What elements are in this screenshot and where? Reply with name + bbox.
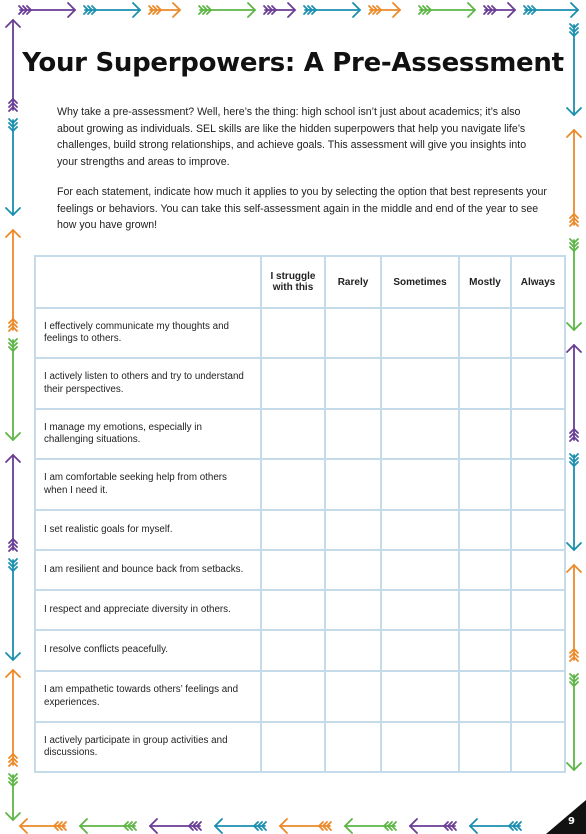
response-cell[interactable] — [325, 722, 381, 772]
arrow-icon — [280, 819, 331, 833]
arrow-icon — [470, 819, 521, 833]
arrow-icon — [567, 239, 581, 330]
response-cell[interactable] — [325, 590, 381, 630]
intro-paragraph-2: For each statement, indicate how much it applies to you by selecting the option that best represents your feelings or behaviors. You can take this self-assessment again in the middle and end of the year to see how you have grown! — [57, 186, 547, 231]
table-row — [35, 630, 565, 671]
response-cell[interactable] — [459, 308, 511, 358]
response-cell[interactable] — [325, 550, 381, 590]
page-number: 9 — [568, 816, 575, 827]
header-mostly: Mostly — [459, 256, 511, 308]
response-cell[interactable] — [381, 308, 459, 358]
header-struggle: I struggle with this — [261, 256, 325, 308]
response-cell[interactable] — [381, 630, 459, 671]
arrow-icon — [6, 670, 20, 766]
table-row — [35, 722, 565, 772]
response-cell[interactable] — [325, 510, 381, 550]
table-row — [35, 358, 565, 409]
arrow-icon — [6, 774, 20, 820]
response-cell[interactable] — [325, 308, 381, 358]
arrow-icon — [20, 819, 66, 833]
intro-paragraph-1: Why take a pre-assessment? Well, here’s the thing: high school isn’t just about academics; it’s also about growing as individuals. SEL skills are like the hidden superpowers that help you navigate life’s challenges, build strong relationships, and achieve goals. This assessment will give you insights into your strengths and areas to improve. — [57, 106, 527, 168]
header-sometimes: Sometimes — [381, 256, 459, 308]
response-cell[interactable] — [459, 510, 511, 550]
statement-cell: I manage my emotions, especially in challenging situations. — [35, 409, 261, 459]
response-cell[interactable] — [261, 358, 325, 409]
response-cell[interactable] — [381, 550, 459, 590]
response-cell[interactable] — [261, 590, 325, 630]
response-cell[interactable] — [511, 671, 565, 722]
response-cell[interactable] — [325, 409, 381, 459]
arrow-icon — [264, 3, 295, 17]
arrow-icon — [19, 3, 75, 17]
response-cell[interactable] — [511, 722, 565, 772]
response-cell[interactable] — [325, 630, 381, 671]
table-row — [35, 590, 565, 630]
arrow-icon — [345, 819, 396, 833]
page-title: Your Superpowers: A Pre-Assessment — [22, 48, 564, 78]
statement-cell: I am resilient and bounce back from setbacks. — [35, 550, 261, 590]
response-cell[interactable] — [261, 409, 325, 459]
arrow-icon — [369, 3, 400, 17]
response-cell[interactable] — [381, 590, 459, 630]
table-header-row — [35, 256, 565, 308]
page-corner-icon — [546, 800, 586, 834]
response-cell[interactable] — [511, 510, 565, 550]
response-cell[interactable] — [459, 358, 511, 409]
arrow-icon — [304, 3, 360, 17]
statement-cell: I actively participate in group activities and discussions. — [35, 722, 261, 772]
response-cell[interactable] — [511, 459, 565, 510]
response-cell[interactable] — [381, 722, 459, 772]
response-cell[interactable] — [381, 409, 459, 459]
statement-cell: I am comfortable seeking help from others when I need it. — [35, 459, 261, 510]
arrow-icon — [567, 130, 581, 226]
statement-cell: I effectively communicate my thoughts and feelings to others. — [35, 308, 261, 358]
response-cell[interactable] — [459, 409, 511, 459]
response-cell[interactable] — [325, 459, 381, 510]
arrow-icon — [6, 559, 20, 660]
response-cell[interactable] — [511, 358, 565, 409]
table-row — [35, 459, 565, 510]
arrow-icon — [567, 345, 581, 441]
arrow-icon — [149, 3, 180, 17]
arrow-icon — [6, 455, 20, 551]
table-row — [35, 510, 565, 550]
arrow-icon — [567, 674, 581, 770]
response-cell[interactable] — [261, 308, 325, 358]
arrow-icon — [84, 3, 140, 17]
response-cell[interactable] — [459, 590, 511, 630]
response-cell[interactable] — [325, 358, 381, 409]
response-cell[interactable] — [261, 510, 325, 550]
response-cell[interactable] — [459, 630, 511, 671]
response-cell[interactable] — [261, 722, 325, 772]
page-number-badge — [546, 800, 586, 834]
response-cell[interactable] — [261, 550, 325, 590]
arrow-icon — [6, 230, 20, 331]
response-cell[interactable] — [511, 590, 565, 630]
arrow-icon — [215, 819, 266, 833]
response-cell[interactable] — [511, 409, 565, 459]
arrow-icon — [419, 3, 475, 17]
statement-cell: I actively listen to others and try to understand their perspectives. — [35, 358, 261, 409]
statement-cell: I set realistic goals for myself. — [35, 510, 261, 550]
table-row — [35, 671, 565, 722]
statement-cell: I am empathetic towards others’ feelings and experiences. — [35, 671, 261, 722]
response-cell[interactable] — [511, 630, 565, 671]
arrow-icon — [567, 454, 581, 550]
table-row — [35, 550, 565, 590]
header-statement — [35, 256, 261, 308]
statement-cell: I respect and appreciate diversity in others. — [35, 590, 261, 630]
response-cell[interactable] — [325, 671, 381, 722]
arrow-icon — [6, 339, 20, 440]
statement-cell: I resolve conflicts peacefully. — [35, 630, 261, 671]
arrow-icon — [199, 3, 255, 17]
arrow-icon — [150, 819, 201, 833]
arrow-icon — [524, 3, 578, 17]
response-cell[interactable] — [459, 722, 511, 772]
response-cell[interactable] — [381, 459, 459, 510]
arrow-icon — [484, 3, 515, 17]
table-row — [35, 308, 565, 358]
arrow-icon — [410, 819, 456, 833]
response-cell[interactable] — [381, 671, 459, 722]
arrow-icon — [567, 565, 581, 661]
arrow-icon — [6, 119, 20, 215]
response-cell[interactable] — [459, 459, 511, 510]
arrow-icon — [80, 819, 136, 833]
response-cell[interactable] — [511, 550, 565, 590]
header-rarely: Rarely — [325, 256, 381, 308]
response-cell[interactable] — [261, 630, 325, 671]
response-cell[interactable] — [381, 510, 459, 550]
response-cell[interactable] — [381, 358, 459, 409]
table-row — [35, 409, 565, 459]
response-cell[interactable] — [261, 459, 325, 510]
header-always: Always — [511, 256, 565, 308]
response-cell[interactable] — [459, 671, 511, 722]
response-cell[interactable] — [261, 671, 325, 722]
response-cell[interactable] — [511, 308, 565, 358]
response-cell[interactable] — [459, 550, 511, 590]
assessment-table — [34, 255, 566, 773]
